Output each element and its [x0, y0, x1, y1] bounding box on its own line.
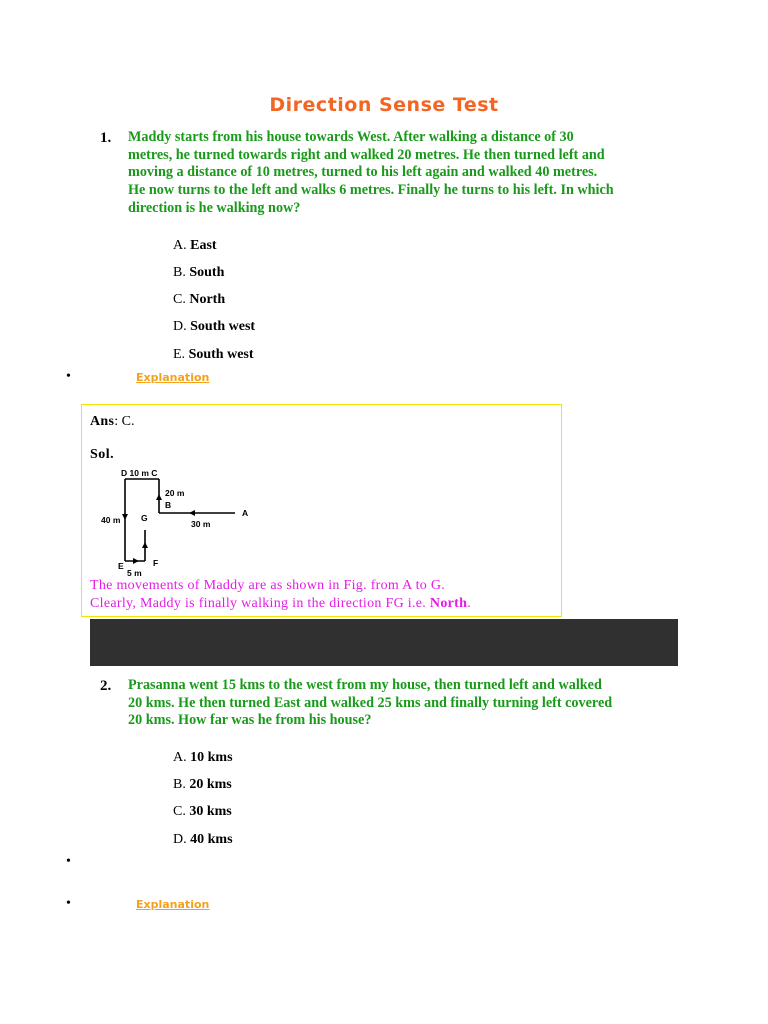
option-letter: C.: [173, 804, 186, 819]
label-30m: 30 m: [191, 519, 211, 529]
option-text: North: [189, 292, 226, 307]
question-1-number: 1.: [100, 130, 112, 146]
q1-option-e[interactable]: [173, 347, 254, 363]
bullet: •: [66, 854, 71, 869]
option-text: 30 kms: [189, 804, 232, 819]
q2-option-b[interactable]: [173, 777, 232, 793]
option-text: South west: [190, 319, 256, 334]
solution-line-2: [90, 595, 555, 613]
q1-option-b[interactable]: [173, 265, 224, 281]
label-f: F: [153, 558, 159, 568]
explanation-link[interactable]: Explanation: [136, 371, 210, 384]
option-letter: A.: [173, 238, 187, 253]
label-b: B: [165, 500, 172, 510]
solution-text: [90, 577, 555, 613]
arrow-ab: [189, 510, 195, 516]
solution-answer: North: [429, 596, 468, 611]
label-40m: 40 m: [101, 515, 121, 525]
q1-option-a[interactable]: [173, 238, 217, 254]
question-2-number: 2.: [100, 678, 112, 694]
solution-label: Sol.: [90, 447, 115, 462]
label-e: E: [118, 561, 124, 571]
explanation-link[interactable]: Explanation: [136, 898, 210, 911]
arrow-bc: [156, 494, 162, 500]
option-letter: D.: [173, 832, 187, 847]
answer-line: [90, 414, 134, 430]
option-text: South: [189, 265, 225, 280]
label-d10mc: D 10 m C: [121, 468, 158, 478]
arrow-de: [122, 514, 128, 520]
label-5m: 5 m: [127, 568, 142, 578]
option-text: South west: [188, 347, 254, 362]
answer-label: Ans: [90, 414, 115, 429]
option-letter: E.: [173, 347, 186, 362]
arrow-fg: [142, 542, 148, 548]
solution-end: .: [467, 596, 472, 611]
option-text: 40 kms: [190, 832, 233, 847]
answer-box: [81, 404, 562, 617]
label-a: A: [242, 508, 249, 518]
direction-diagram: [97, 468, 257, 580]
solution-line-2-text: Clearly, Maddy is finally walking in the direction FG i.e.: [90, 596, 427, 611]
label-g: G: [141, 513, 148, 523]
bullet: •: [66, 369, 71, 384]
option-letter: D.: [173, 319, 187, 334]
q2-option-a[interactable]: [173, 750, 233, 766]
q1-option-d[interactable]: [173, 319, 255, 335]
option-text: 20 kms: [189, 777, 232, 792]
option-text: East: [190, 238, 217, 253]
page-title: Direction Sense Test: [269, 94, 499, 116]
option-letter: C.: [173, 292, 186, 307]
answer-value: : C.: [114, 414, 135, 429]
solution-line-1: The movements of Maddy are as shown in Fig. from A to G.: [90, 578, 446, 593]
question-2-text: Prasanna went 15 kms to the west from my house, then turned left and walked 20 kms. He then turned East and walked 25 kms and finally turning left covered 20 kms. How far was he from his house?: [128, 677, 613, 729]
q2-option-d[interactable]: [173, 832, 233, 848]
option-letter: A.: [173, 750, 187, 765]
option-letter: B.: [173, 777, 186, 792]
option-letter: B.: [173, 265, 186, 280]
arrow-ef: [133, 558, 139, 564]
q2-option-c[interactable]: [173, 804, 232, 820]
label-20m: 20 m: [165, 488, 185, 498]
q1-option-c[interactable]: [173, 292, 225, 308]
question-1-text: Maddy starts from his house towards West. After walking a distance of 30 metres, he turned towards right and walked 20 metres. He then turned left and moving a distance of 10 metres, turned to his left again and walked 40 metres. He now turns to the left and walks 6 metres. Finally he turns to his left. In which direction is he walking now?: [128, 129, 614, 216]
option-text: 10 kms: [190, 750, 233, 765]
bullet: •: [66, 896, 71, 911]
dark-banner: [90, 619, 678, 666]
